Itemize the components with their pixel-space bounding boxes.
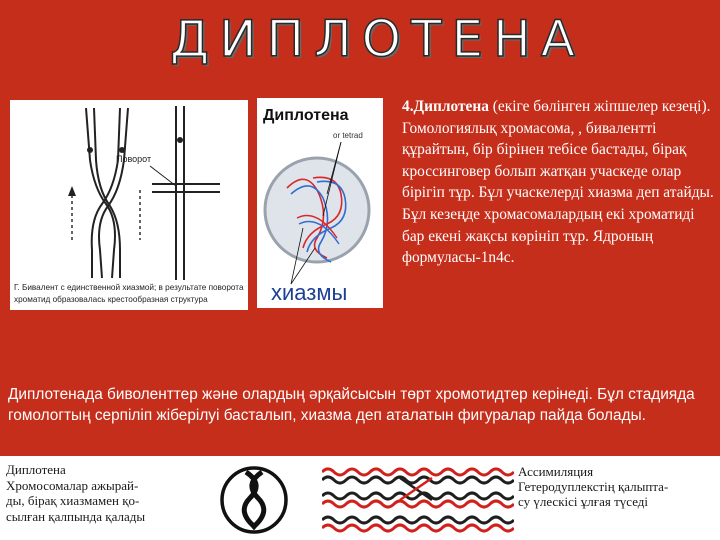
figure-caption-line: Г. Бивалент с единственной хиазмой; в результате поворота [14, 283, 244, 292]
centromere-dot [119, 147, 125, 153]
dna-strand-red [322, 525, 514, 531]
chiasmata-figure [257, 98, 383, 308]
middle-paragraph: Диплотенада биволенттер және олардың әрқайсысын төрт хромотидтер керінеді. Бұл стадияда гомологтың серпіліп жіберілуі басталып, хиазма деп аталатын фигуралар пайда болады. [8, 386, 695, 424]
bottom-left-line: ды, бірақ хиазмамен қо- [6, 493, 140, 508]
bottom-left-line: Хромосомалар ажырай- [6, 477, 139, 493]
paragraph-bold-term: 4.Диплотена [402, 98, 489, 115]
figure-title: Диплотена [263, 107, 349, 124]
bottom-left-line: сылған қалпында қалады [6, 508, 146, 524]
dna-strand-dark [322, 517, 514, 523]
nucleus-circle [265, 158, 369, 262]
dna-strand-dark [322, 493, 514, 499]
figure-caption-line: хроматид образовалась крестообразная структура [14, 295, 208, 304]
bottom-illustration-strip [0, 456, 720, 540]
centromere-dot [87, 147, 93, 153]
paragraph-text: (екіге бөлінген жіпшелер кезеңі). Гомологиялық хромасома, , бивалентті құрайтын, бір бірінен тебісе бастады, бірақ кроссинговер болып жатқан учаскеде олар бірігіп тұр. Бұл учаскелерді хиазма деп атайды. Бұл кезеңде хромасомалардың екі хроматиді бар екені жақсы көрініп тұр. Ядроның формуласы-1n4c. [402, 98, 714, 267]
slide-title: ДИПЛОТЕНА [170, 10, 585, 68]
bottom-right-text [518, 464, 718, 509]
chiasmata-figure-svg [257, 98, 383, 308]
bottom-left-text [6, 462, 216, 524]
chiasma-circle-icon [218, 460, 290, 538]
diplotene-paragraph [402, 96, 714, 269]
bottom-left-title: Диплотена [6, 462, 66, 477]
dna-strand-red [322, 469, 514, 475]
dna-strand-dark [322, 477, 514, 483]
bottom-right-title: Ассимиляция [518, 464, 594, 479]
rotation-label: Поворот [116, 154, 152, 164]
bottom-right-line: Гетеродуплекстің қалыпта- [518, 479, 669, 494]
bivalent-diagram-svg [10, 100, 248, 310]
arrowhead-icon [68, 186, 76, 196]
bivalent-diagram [10, 100, 248, 310]
chiasmata-label: хиазмы [271, 280, 348, 305]
dna-strand-red [322, 501, 514, 507]
bottom-right-line: су үлескісі ұлғая түседі [518, 494, 649, 509]
figure-subtitle: or tetrad [333, 131, 363, 140]
centromere-dot [177, 137, 183, 143]
heteroduplex-waves [322, 462, 514, 536]
